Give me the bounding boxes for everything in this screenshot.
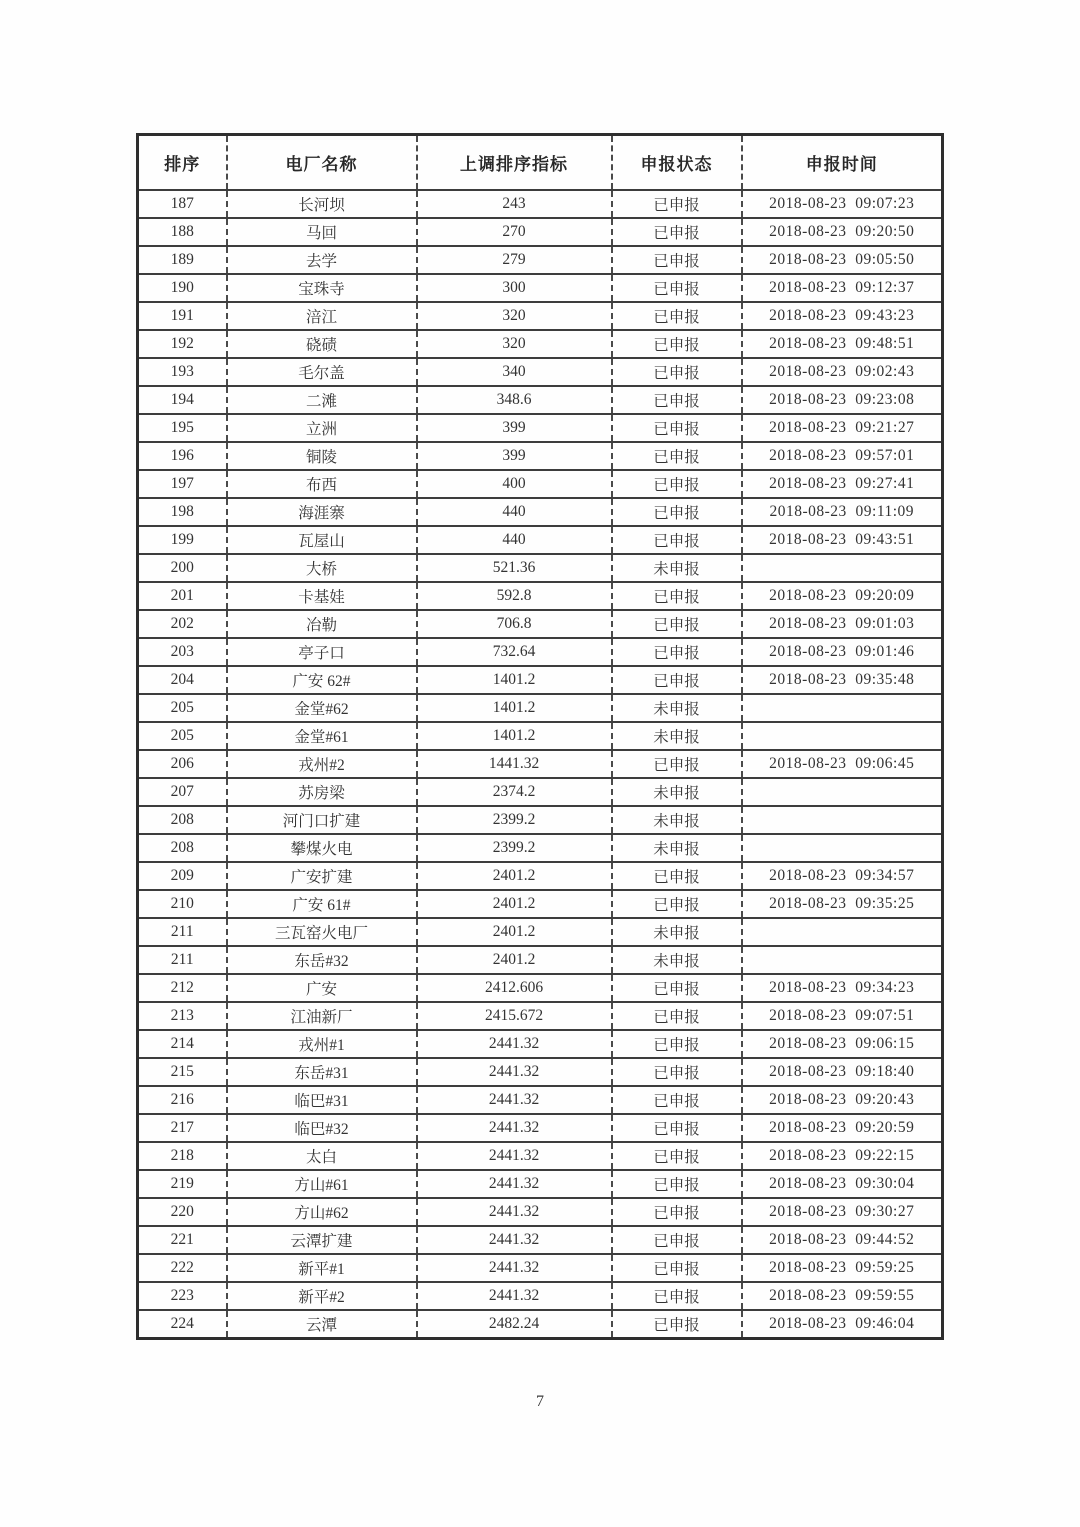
time-cell: 2018-08-23 09:18:40 <box>742 1058 943 1086</box>
table-row <box>138 1114 943 1142</box>
time-cell: 2018-08-23 09:22:15 <box>742 1142 943 1170</box>
indicator-cell: 732.64 <box>417 638 612 666</box>
indicator-cell: 2441.32 <box>417 1030 612 1058</box>
status-cell: 已申报 <box>612 862 742 890</box>
status-cell: 已申报 <box>612 1310 742 1339</box>
status-cell: 已申报 <box>612 1254 742 1282</box>
table-row <box>138 750 943 778</box>
rank-cell: 211 <box>138 946 227 974</box>
table-row <box>138 946 943 974</box>
indicator-cell: 2401.2 <box>417 946 612 974</box>
status-cell: 已申报 <box>612 246 742 274</box>
indicator-cell: 1401.2 <box>417 666 612 694</box>
status-cell: 已申报 <box>612 750 742 778</box>
table-row <box>138 1030 943 1058</box>
indicator-cell: 2399.2 <box>417 834 612 862</box>
status-cell: 已申报 <box>612 470 742 498</box>
time-cell: 2018-08-23 09:35:48 <box>742 666 943 694</box>
rank-cell: 212 <box>138 974 227 1002</box>
indicator-cell: 2399.2 <box>417 806 612 834</box>
time-cell: 2018-08-23 09:02:43 <box>742 358 943 386</box>
time-cell: 2018-08-23 09:07:23 <box>742 190 943 218</box>
time-cell <box>742 694 943 722</box>
indicator-cell: 2482.24 <box>417 1310 612 1339</box>
plant-name-cell: 太白 <box>227 1142 417 1170</box>
plant-name-cell: 马回 <box>227 218 417 246</box>
time-cell: 2018-08-23 09:35:25 <box>742 890 943 918</box>
header-status: 申报状态 <box>612 135 742 191</box>
table-row <box>138 274 943 302</box>
indicator-cell: 2441.32 <box>417 1282 612 1310</box>
status-cell: 已申报 <box>612 1086 742 1114</box>
status-cell: 已申报 <box>612 274 742 302</box>
indicator-cell: 2412.606 <box>417 974 612 1002</box>
status-cell: 已申报 <box>612 358 742 386</box>
table-row <box>138 190 943 218</box>
indicator-cell: 1441.32 <box>417 750 612 778</box>
plant-name-cell: 广安 <box>227 974 417 1002</box>
indicator-cell: 340 <box>417 358 612 386</box>
plant-name-cell: 海涯寨 <box>227 498 417 526</box>
time-cell <box>742 918 943 946</box>
time-cell: 2018-08-23 09:01:03 <box>742 610 943 638</box>
time-cell: 2018-08-23 09:59:25 <box>742 1254 943 1282</box>
plant-name-cell: 宝珠寺 <box>227 274 417 302</box>
time-cell: 2018-08-23 09:07:51 <box>742 1002 943 1030</box>
table-row <box>138 1282 943 1310</box>
table-row <box>138 358 943 386</box>
rank-cell: 211 <box>138 918 227 946</box>
table-header-row <box>138 135 943 191</box>
indicator-cell: 1401.2 <box>417 722 612 750</box>
plant-name-cell: 苏房梁 <box>227 778 417 806</box>
table-row <box>138 778 943 806</box>
time-cell: 2018-08-23 09:43:23 <box>742 302 943 330</box>
indicator-cell: 348.6 <box>417 386 612 414</box>
plant-name-cell: 东岳#32 <box>227 946 417 974</box>
plant-name-cell: 二滩 <box>227 386 417 414</box>
plant-name-cell: 金堂#62 <box>227 694 417 722</box>
plant-name-cell: 云潭 <box>227 1310 417 1339</box>
indicator-cell: 400 <box>417 470 612 498</box>
table-row <box>138 1142 943 1170</box>
plant-name-cell: 方山#62 <box>227 1198 417 1226</box>
rank-cell: 208 <box>138 806 227 834</box>
table-row <box>138 554 943 582</box>
table-row <box>138 862 943 890</box>
indicator-cell: 2401.2 <box>417 862 612 890</box>
plant-name-cell: 涪江 <box>227 302 417 330</box>
time-cell: 2018-08-23 09:43:51 <box>742 526 943 554</box>
time-cell: 2018-08-23 09:59:55 <box>742 1282 943 1310</box>
status-cell: 已申报 <box>612 526 742 554</box>
table-row <box>138 694 943 722</box>
status-cell: 已申报 <box>612 302 742 330</box>
status-cell: 已申报 <box>612 1282 742 1310</box>
table-row <box>138 218 943 246</box>
rank-cell: 205 <box>138 722 227 750</box>
time-cell <box>742 834 943 862</box>
time-cell: 2018-08-23 09:44:52 <box>742 1226 943 1254</box>
plant-name-cell: 卡基娃 <box>227 582 417 610</box>
indicator-cell: 399 <box>417 442 612 470</box>
rank-cell: 215 <box>138 1058 227 1086</box>
rank-cell: 214 <box>138 1030 227 1058</box>
status-cell: 已申报 <box>612 1114 742 1142</box>
plant-name-cell: 金堂#61 <box>227 722 417 750</box>
table-body <box>138 190 943 1339</box>
indicator-cell: 2415.672 <box>417 1002 612 1030</box>
time-cell: 2018-08-23 09:46:04 <box>742 1310 943 1339</box>
table-row <box>138 638 943 666</box>
table-row <box>138 246 943 274</box>
time-cell: 2018-08-23 09:34:57 <box>742 862 943 890</box>
rank-cell: 189 <box>138 246 227 274</box>
indicator-cell: 521.36 <box>417 554 612 582</box>
table-row <box>138 610 943 638</box>
table-row <box>138 1198 943 1226</box>
rank-cell: 204 <box>138 666 227 694</box>
time-cell: 2018-08-23 09:05:50 <box>742 246 943 274</box>
table-row <box>138 974 943 1002</box>
plant-name-cell: 东岳#31 <box>227 1058 417 1086</box>
plant-name-cell: 攀煤火电 <box>227 834 417 862</box>
plant-name-cell: 方山#61 <box>227 1170 417 1198</box>
status-cell: 未申报 <box>612 554 742 582</box>
plant-name-cell: 云潭扩建 <box>227 1226 417 1254</box>
status-cell: 未申报 <box>612 918 742 946</box>
plant-name-cell: 三瓦窑火电厂 <box>227 918 417 946</box>
time-cell: 2018-08-23 09:06:45 <box>742 750 943 778</box>
header-plant-name: 电厂名称 <box>227 135 417 191</box>
indicator-cell: 320 <box>417 302 612 330</box>
rank-cell: 213 <box>138 1002 227 1030</box>
table-row <box>138 722 943 750</box>
status-cell: 未申报 <box>612 834 742 862</box>
plant-name-cell: 新平#1 <box>227 1254 417 1282</box>
indicator-cell: 440 <box>417 498 612 526</box>
status-cell: 已申报 <box>612 666 742 694</box>
indicator-cell: 440 <box>417 526 612 554</box>
indicator-cell: 2441.32 <box>417 1058 612 1086</box>
rank-cell: 206 <box>138 750 227 778</box>
table-row <box>138 834 943 862</box>
status-cell: 已申报 <box>612 330 742 358</box>
plant-name-cell: 去学 <box>227 246 417 274</box>
time-cell: 2018-08-23 09:06:15 <box>742 1030 943 1058</box>
table-row <box>138 918 943 946</box>
table-row <box>138 470 943 498</box>
status-cell: 未申报 <box>612 778 742 806</box>
time-cell <box>742 554 943 582</box>
ranking-table <box>136 133 944 1340</box>
rank-cell: 220 <box>138 1198 227 1226</box>
time-cell: 2018-08-23 09:12:37 <box>742 274 943 302</box>
rank-cell: 197 <box>138 470 227 498</box>
status-cell: 已申报 <box>612 190 742 218</box>
time-cell <box>742 806 943 834</box>
rank-cell: 199 <box>138 526 227 554</box>
plant-name-cell: 广安 61# <box>227 890 417 918</box>
table-row <box>138 890 943 918</box>
rank-cell: 209 <box>138 862 227 890</box>
time-cell: 2018-08-23 09:20:59 <box>742 1114 943 1142</box>
indicator-cell: 399 <box>417 414 612 442</box>
rank-cell: 196 <box>138 442 227 470</box>
time-cell <box>742 946 943 974</box>
rank-cell: 203 <box>138 638 227 666</box>
time-cell: 2018-08-23 09:34:23 <box>742 974 943 1002</box>
rank-cell: 208 <box>138 834 227 862</box>
status-cell: 已申报 <box>612 1198 742 1226</box>
indicator-cell: 2441.32 <box>417 1086 612 1114</box>
time-cell: 2018-08-23 09:57:01 <box>742 442 943 470</box>
rank-cell: 217 <box>138 1114 227 1142</box>
status-cell: 已申报 <box>612 1142 742 1170</box>
rank-cell: 218 <box>138 1142 227 1170</box>
table-row <box>138 302 943 330</box>
plant-name-cell: 河门口扩建 <box>227 806 417 834</box>
table-row <box>138 1254 943 1282</box>
header-time: 申报时间 <box>742 135 943 191</box>
rank-cell: 222 <box>138 1254 227 1282</box>
plant-name-cell: 戎州#1 <box>227 1030 417 1058</box>
plant-name-cell: 铜陵 <box>227 442 417 470</box>
time-cell: 2018-08-23 09:23:08 <box>742 386 943 414</box>
time-cell: 2018-08-23 09:20:09 <box>742 582 943 610</box>
rank-cell: 193 <box>138 358 227 386</box>
plant-name-cell: 新平#2 <box>227 1282 417 1310</box>
plant-name-cell: 立洲 <box>227 414 417 442</box>
status-cell: 已申报 <box>612 610 742 638</box>
plant-name-cell: 广安扩建 <box>227 862 417 890</box>
time-cell: 2018-08-23 09:20:43 <box>742 1086 943 1114</box>
plant-name-cell: 江油新厂 <box>227 1002 417 1030</box>
status-cell: 已申报 <box>612 1170 742 1198</box>
time-cell: 2018-08-23 09:30:27 <box>742 1198 943 1226</box>
rank-cell: 200 <box>138 554 227 582</box>
status-cell: 已申报 <box>612 890 742 918</box>
table-row <box>138 1310 943 1339</box>
rank-cell: 219 <box>138 1170 227 1198</box>
table-row <box>138 666 943 694</box>
plant-name-cell: 广安 62# <box>227 666 417 694</box>
rank-cell: 187 <box>138 190 227 218</box>
rank-cell: 195 <box>138 414 227 442</box>
status-cell: 已申报 <box>612 1030 742 1058</box>
indicator-cell: 706.8 <box>417 610 612 638</box>
rank-cell: 201 <box>138 582 227 610</box>
plant-name-cell: 临巴#32 <box>227 1114 417 1142</box>
indicator-cell: 2441.32 <box>417 1114 612 1142</box>
status-cell: 未申报 <box>612 806 742 834</box>
table-row <box>138 498 943 526</box>
rank-cell: 202 <box>138 610 227 638</box>
indicator-cell: 2401.2 <box>417 918 612 946</box>
table-row <box>138 1170 943 1198</box>
rank-cell: 190 <box>138 274 227 302</box>
table-row <box>138 1058 943 1086</box>
page-number: 7 <box>536 1393 544 1410</box>
indicator-cell: 279 <box>417 246 612 274</box>
indicator-cell: 2441.32 <box>417 1170 612 1198</box>
rank-cell: 194 <box>138 386 227 414</box>
status-cell: 已申报 <box>612 218 742 246</box>
header-indicator: 上调排序指标 <box>417 135 612 191</box>
table-row <box>138 806 943 834</box>
status-cell: 已申报 <box>612 414 742 442</box>
status-cell: 已申报 <box>612 1226 742 1254</box>
rank-cell: 192 <box>138 330 227 358</box>
rank-cell: 188 <box>138 218 227 246</box>
time-cell <box>742 778 943 806</box>
time-cell: 2018-08-23 09:30:04 <box>742 1170 943 1198</box>
table-row <box>138 526 943 554</box>
indicator-cell: 2441.32 <box>417 1226 612 1254</box>
status-cell: 未申报 <box>612 722 742 750</box>
status-cell: 已申报 <box>612 638 742 666</box>
plant-name-cell: 冶勒 <box>227 610 417 638</box>
plant-name-cell: 硗碛 <box>227 330 417 358</box>
header-rank: 排序 <box>138 135 227 191</box>
rank-cell: 210 <box>138 890 227 918</box>
table-row <box>138 386 943 414</box>
table-row <box>138 414 943 442</box>
plant-name-cell: 布西 <box>227 470 417 498</box>
indicator-cell: 2441.32 <box>417 1254 612 1282</box>
plant-name-cell: 戎州#2 <box>227 750 417 778</box>
rank-cell: 191 <box>138 302 227 330</box>
rank-cell: 205 <box>138 694 227 722</box>
indicator-cell: 592.8 <box>417 582 612 610</box>
status-cell: 未申报 <box>612 694 742 722</box>
status-cell: 未申报 <box>612 946 742 974</box>
status-cell: 已申报 <box>612 386 742 414</box>
indicator-cell: 270 <box>417 218 612 246</box>
rank-cell: 223 <box>138 1282 227 1310</box>
table-header <box>138 135 943 191</box>
plant-name-cell: 临巴#31 <box>227 1086 417 1114</box>
status-cell: 已申报 <box>612 974 742 1002</box>
plant-name-cell: 长河坝 <box>227 190 417 218</box>
rank-cell: 207 <box>138 778 227 806</box>
rank-cell: 224 <box>138 1310 227 1339</box>
indicator-cell: 2441.32 <box>417 1142 612 1170</box>
status-cell: 已申报 <box>612 1002 742 1030</box>
plant-name-cell: 毛尔盖 <box>227 358 417 386</box>
indicator-cell: 320 <box>417 330 612 358</box>
indicator-cell: 243 <box>417 190 612 218</box>
status-cell: 已申报 <box>612 1058 742 1086</box>
status-cell: 已申报 <box>612 442 742 470</box>
time-cell <box>742 722 943 750</box>
time-cell: 2018-08-23 09:20:50 <box>742 218 943 246</box>
time-cell: 2018-08-23 09:27:41 <box>742 470 943 498</box>
table-row <box>138 330 943 358</box>
table-row <box>138 582 943 610</box>
indicator-cell: 2441.32 <box>417 1198 612 1226</box>
time-cell: 2018-08-23 09:11:09 <box>742 498 943 526</box>
rank-cell: 216 <box>138 1086 227 1114</box>
table-row <box>138 1086 943 1114</box>
indicator-cell: 300 <box>417 274 612 302</box>
rank-cell: 198 <box>138 498 227 526</box>
rank-cell: 221 <box>138 1226 227 1254</box>
indicator-cell: 2374.2 <box>417 778 612 806</box>
time-cell: 2018-08-23 09:48:51 <box>742 330 943 358</box>
time-cell: 2018-08-23 09:01:46 <box>742 638 943 666</box>
indicator-cell: 2401.2 <box>417 890 612 918</box>
status-cell: 已申报 <box>612 498 742 526</box>
indicator-cell: 1401.2 <box>417 694 612 722</box>
plant-name-cell: 亭子口 <box>227 638 417 666</box>
plant-name-cell: 瓦屋山 <box>227 526 417 554</box>
status-cell: 已申报 <box>612 582 742 610</box>
table-row <box>138 1226 943 1254</box>
table-row <box>138 1002 943 1030</box>
table-row <box>138 442 943 470</box>
plant-name-cell: 大桥 <box>227 554 417 582</box>
time-cell: 2018-08-23 09:21:27 <box>742 414 943 442</box>
